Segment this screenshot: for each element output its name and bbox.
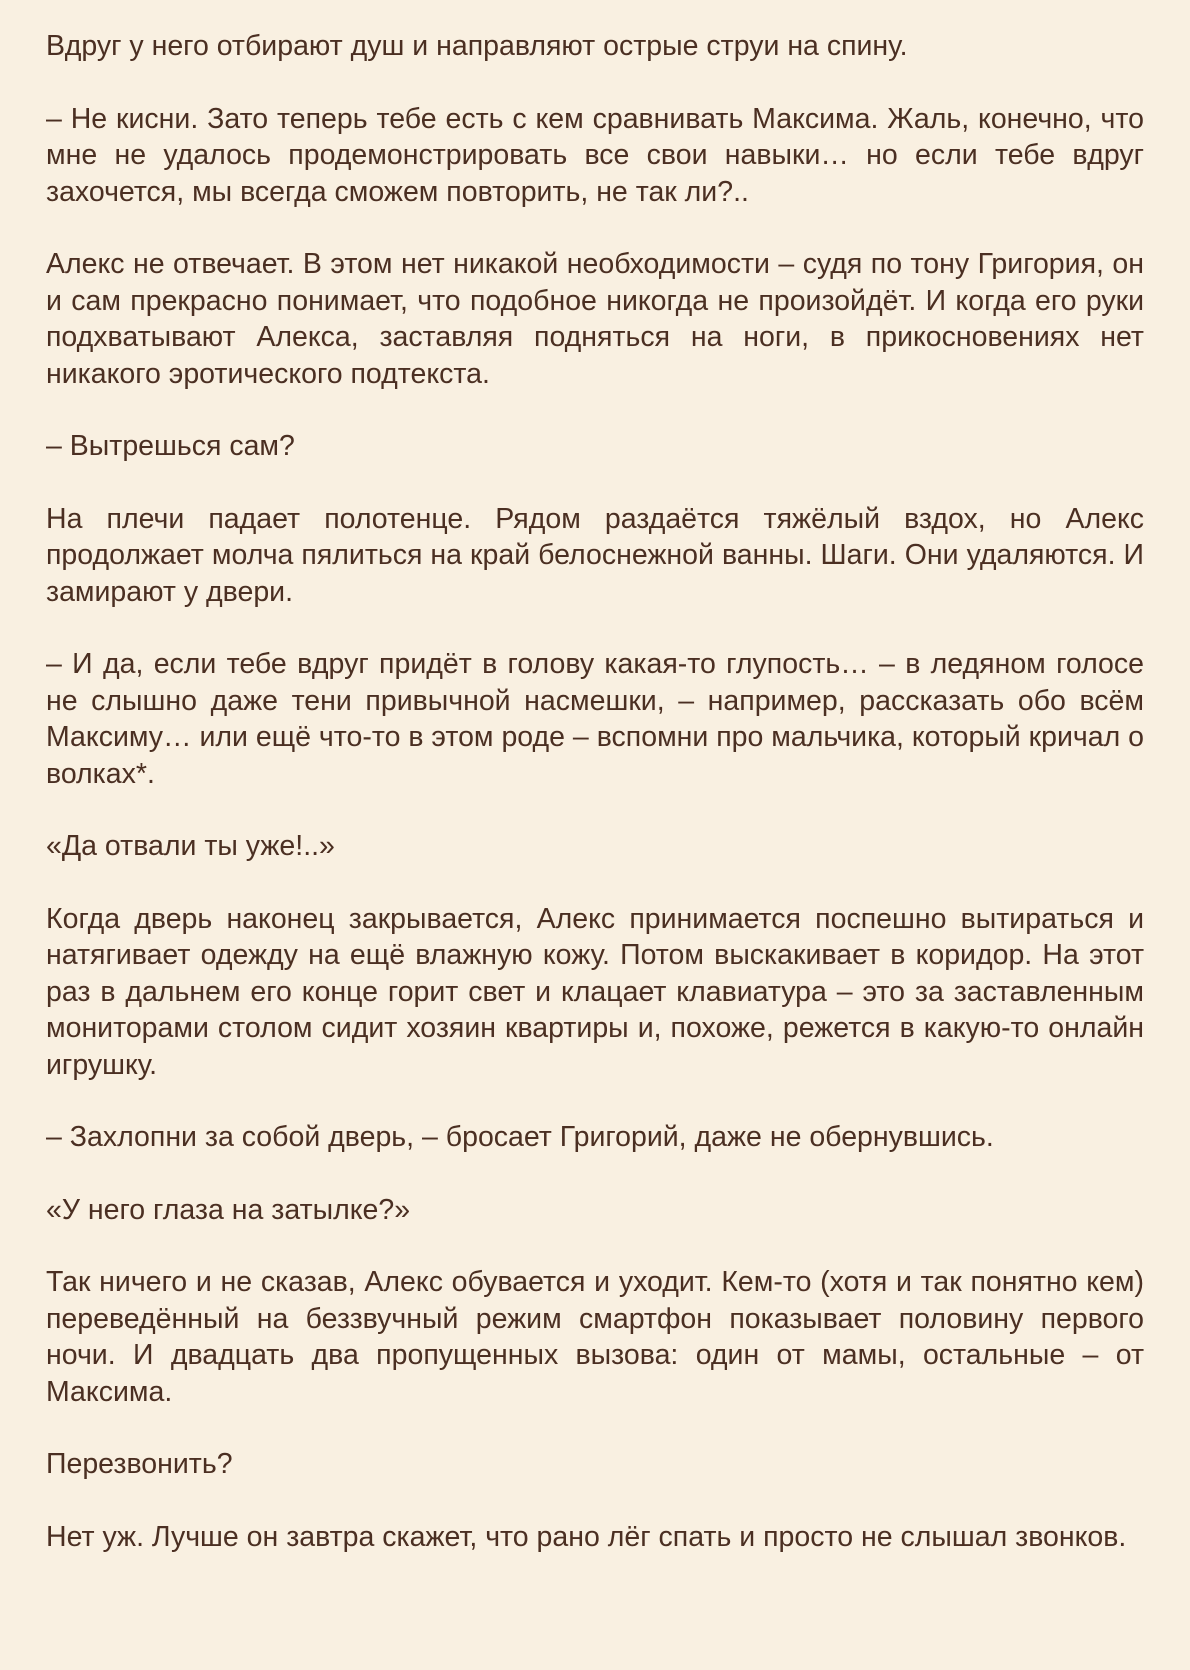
paragraph-8: Когда дверь наконец закрывается, Алекс принимается поспешно вытираться и натягивает одежду на ещё влажную кожу. Потом выскакивает в коридор. На этот раз в дальнем его конце горит свет и клацает клавиатура – это за заставленным мониторами столом сидит хозяин квартиры и, похоже, режется в какую-то онлайн игрушку. (46, 902, 1144, 1081)
paragraph-9: – Захлопни за собой дверь, – бросает Григорий, даже не обернувшись. (46, 1121, 994, 1153)
document-page (46, 28, 1144, 1555)
paragraph-11: Так ничего и не сказав, Алекс обувается и уходит. Кем-то (хотя и так понятно кем) переведённый на беззвучный режим смартфон показывает половину первого ночи. И двадцать два пропущенных вызова: один от мамы, остальные – от Максима. (46, 1266, 1144, 1408)
paragraph-1: Вдруг у него отбирают душ и направляют острые струи на спину. (46, 30, 908, 62)
paragraph-6: – И да, если тебе вдруг придёт в голову какая-то глупость… – в ледяном голосе не слышно даже тени привычной насмешки, – например, рассказать обо всём Максиму… или ещё что-то в этом роде – вспомни про мальчика, который кричал о волках*. (46, 648, 1144, 790)
paragraph-7: «Да отвали ты уже!..» (46, 830, 335, 862)
paragraph-12: Перезвонить? (46, 1448, 233, 1480)
paragraph-10: «У него глаза на затылке?» (46, 1193, 411, 1226)
paragraph-5: На плечи падает полотенце. Рядом раздаётся тяжёлый вздох, но Алекс продолжает молча пялиться на край белоснежной ванны. Шаги. Они удаляются. И замирают у двери. (46, 502, 1144, 608)
paragraph-4: – Вытрешься сам? (46, 430, 295, 462)
paragraph-3: Алекс не отвечает. В этом нет никакой необходимости – судя по тону Григория, он и сам прекрасно понимает, что подобное никогда не произойдёт. И когда его руки подхватывают Алекса, заставляя подняться на ноги, в прикосновениях нет никакого эротического подтекста. (46, 248, 1144, 390)
paragraph-2: – Не кисни. Зато теперь тебе есть с кем сравнивать Максима. Жаль, конечно, что мне не удалось продемонстрировать все свои навыки… но если тебе вдруг захочется, мы всегда сможем повторить, не так ли?.. (46, 102, 1144, 208)
paragraph-13: Нет уж. Лучше он завтра скажет, что рано лёг спать и просто не слышал звонков. (46, 1520, 1127, 1553)
